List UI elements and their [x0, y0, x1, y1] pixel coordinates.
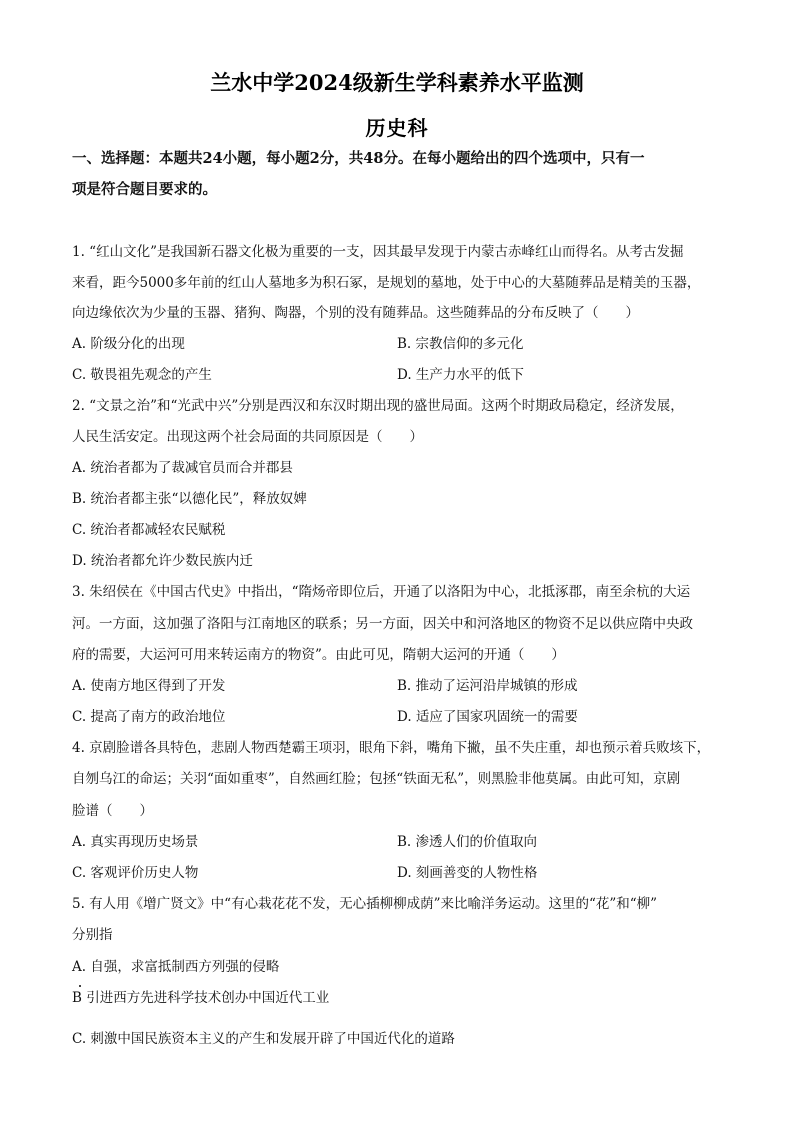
question-4-text: 自刎乌江的命运；关羽“面如重枣”，自然画红脸；包拯“铁面无私”，则黑脸非他莫属。由此可知，京剧 — [72, 771, 681, 787]
question-1-option-a[interactable]: A. 阶级分化的出现 — [72, 336, 185, 352]
question-3-option-a[interactable]: A. 使南方地区得到了开发 — [72, 678, 226, 694]
question-3-option-c[interactable]: C. 提高了南方的政治地位 — [72, 709, 226, 725]
question-3-text: 3. 朱绍侯在《中国古代史》中指出，“隋炀帝即位后，开通了以洛阳为中心，北抵涿郡，南至余杭的大运 — [72, 584, 691, 600]
question-5-option-c[interactable]: C. 刺激中国民族资本主义的产生和发展开辟了中国近代化的道路 — [72, 1031, 455, 1047]
question-2-text: 2. “文景之治”和“光武中兴”分别是西汉和东汉时期出现的盛世局面。这两个时期政局稳定，经济发展， — [72, 398, 684, 414]
question-3-text: 河。一方面，这加强了洛阳与江南地区的联系；另一方面，因关中和河洛地区的物资不足以供应隋中央政 — [72, 616, 693, 632]
question-5-option-a[interactable]: A. 自强，求富抵制西方列强的侵略 — [72, 959, 280, 975]
subject-title: 历史科 — [365, 116, 429, 140]
question-2-text: 人民生活安定。出现这两个社会局面的共同原因是（ ） — [72, 429, 423, 445]
question-2-option-d[interactable]: D. 统治者都允许少数民族内迁 — [72, 553, 253, 569]
question-5-option-b[interactable]: B 引进西方先进科学技术创办中国近代工业 — [72, 990, 330, 1006]
question-4-option-c[interactable]: C. 客观评价历史人物 — [72, 865, 199, 881]
question-1-text: 1. “红山文化”是我国新石器文化极为重要的一支，因其最早发现于内蒙古赤峰红山而得名。从考古发掘 — [72, 244, 684, 260]
section-instructions — [72, 143, 732, 205]
question-5-text: 5. 有人用《增广贤文》中“有心栽花花不发，无心插柳柳成荫”来比喻洋务运动。这里的“花”和“柳” — [72, 896, 658, 912]
question-1-text: 来看，距今5000多年前的红山人墓地多为积石冢，是规划的墓地，处于中心的大墓随葬品是精美的玉器， — [72, 275, 701, 291]
question-1-option-c[interactable]: C. 敬畏祖先观念的产生 — [72, 367, 212, 383]
question-2-option-b[interactable]: B. 统治者都主张“以德化民”，释放奴婢 — [72, 491, 307, 507]
section-line: 项是符合题目要求的。 — [72, 181, 217, 198]
question-1-text: 向边缘依次为少量的玉器、猪狗、陶器，个别的没有随葬品。这些随葬品的分布反映了（ ） — [72, 305, 639, 321]
question-2-option-a[interactable]: A. 统治者都为了裁减官员而合并郡县 — [72, 460, 293, 476]
question-1-option-b[interactable]: B. 宗教信仰的多元化 — [397, 336, 524, 352]
exam-title: 兰水中学2024级新生学科素养水平监测 — [210, 70, 584, 95]
question-4-option-d[interactable]: D. 刻画善变的人物性格 — [397, 865, 538, 881]
section-line: 一、选择题：本题共24小题，每小题2分，共48分。在每小题给出的四个选项中，只有一 — [72, 150, 645, 167]
stray-dot-mark — [79, 985, 81, 987]
question-3-option-d[interactable]: D. 适应了国家巩固统一的需要 — [397, 709, 578, 725]
question-2-option-c[interactable]: C. 统治者都减轻农民赋税 — [72, 522, 226, 538]
question-3-text: 府的需要，大运河可用来转运南方的物资”。由此可见，隋朝大运河的开通（ ） — [72, 647, 565, 663]
question-5-text: 分别指 — [72, 927, 113, 943]
question-3-option-b[interactable]: B. 推动了运河沿岸城镇的形成 — [397, 678, 578, 694]
question-4-text: 脸谱（ ） — [72, 803, 153, 819]
question-4-text: 4. 京剧脸谱各具特色，悲剧人物西楚霸王项羽，眼角下斜，嘴角下撇，虽不失庄重，却也预示着兵败垓下， — [72, 740, 711, 756]
question-4-option-a[interactable]: A. 真实再现历史场景 — [72, 834, 199, 850]
question-4-option-b[interactable]: B. 渗透人们的价值取向 — [397, 834, 538, 850]
question-1-option-d[interactable]: D. 生产力水平的低下 — [397, 367, 524, 383]
